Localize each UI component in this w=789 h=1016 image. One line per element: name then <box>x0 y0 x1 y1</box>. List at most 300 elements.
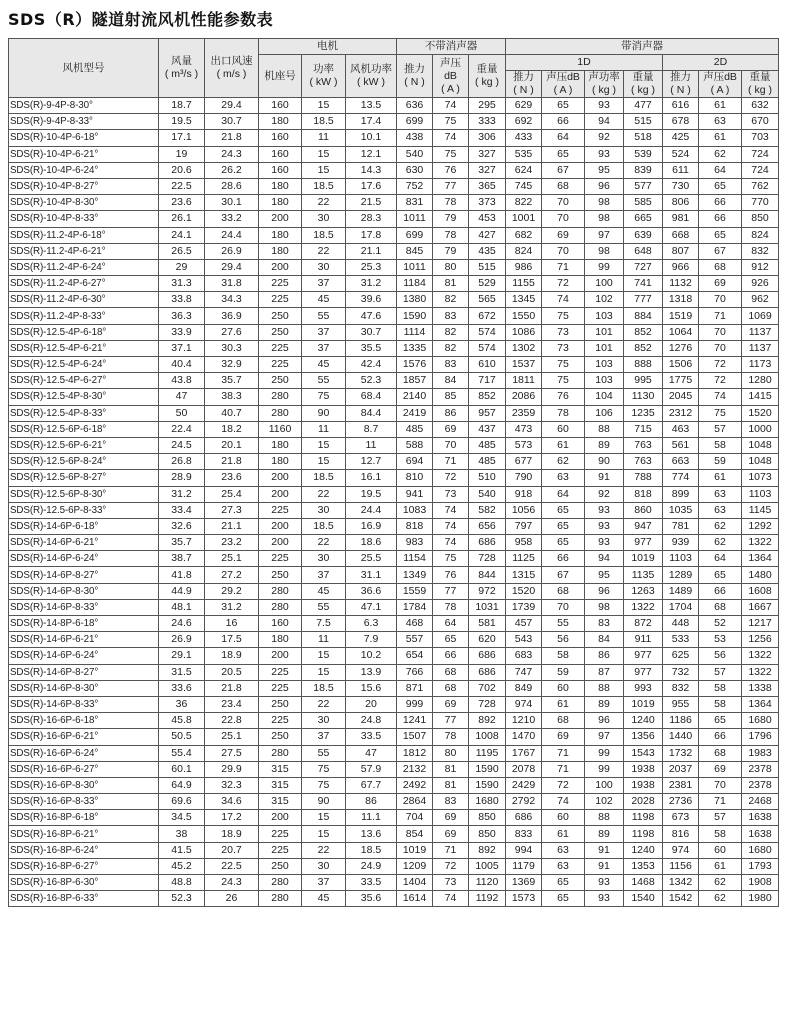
cell-model: SDS(R)-12.5-6P-8-30° <box>9 486 159 502</box>
table-cell: 2429 <box>506 777 542 793</box>
table-cell: 52 <box>699 616 742 632</box>
table-cell: 20.1 <box>205 437 259 453</box>
table-cell: 535 <box>506 146 542 162</box>
table-cell: 941 <box>397 486 433 502</box>
table-cell: 1276 <box>663 340 699 356</box>
table-cell: 61 <box>699 130 742 146</box>
table-cell: 852 <box>624 324 663 340</box>
table-cell: 955 <box>663 696 699 712</box>
table-cell: 75 <box>542 308 585 324</box>
table-cell: 28.9 <box>159 470 205 486</box>
table-cell: 225 <box>259 842 302 858</box>
table-cell: 26.9 <box>159 632 205 648</box>
table-cell: 200 <box>259 470 302 486</box>
table-cell: 65 <box>542 502 585 518</box>
table-cell: 912 <box>742 259 779 275</box>
table-row <box>9 259 779 275</box>
table-cell: 1160 <box>259 421 302 437</box>
col-header-1d-sound-power: 声功率 ( kg ) <box>585 71 624 98</box>
table-cell: 31.2 <box>346 276 397 292</box>
table-cell: 1614 <box>397 891 433 907</box>
table-cell: 68 <box>542 583 585 599</box>
table-cell: 702 <box>469 680 506 696</box>
cell-model: SDS(R)-11.2-4P-6-30° <box>9 292 159 308</box>
table-cell: 74 <box>542 292 585 308</box>
table-cell: 23.6 <box>205 470 259 486</box>
table-cell: 250 <box>259 729 302 745</box>
table-row <box>9 729 779 745</box>
table-cell: 81 <box>433 777 469 793</box>
cell-model: SDS(R)-14-6P-8-27° <box>9 567 159 583</box>
table-cell: 48.1 <box>159 599 205 615</box>
table-cell: 315 <box>259 777 302 793</box>
table-cell: 280 <box>259 891 302 907</box>
table-cell: 624 <box>506 162 542 178</box>
table-cell: 91 <box>585 842 624 858</box>
table-cell: 1184 <box>397 276 433 292</box>
table-cell: 1241 <box>397 713 433 729</box>
table-cell: 1680 <box>469 794 506 810</box>
col-header-2d-weight: 重量 ( kg ) <box>742 71 779 98</box>
table-cell: 58 <box>699 826 742 842</box>
table-cell: 1179 <box>506 858 542 874</box>
table-cell: 74 <box>433 130 469 146</box>
table-cell: 63 <box>699 114 742 130</box>
table-cell: 55 <box>302 373 346 389</box>
table-cell: 92 <box>585 486 624 502</box>
table-cell: 832 <box>742 243 779 259</box>
table-cell: 98 <box>585 243 624 259</box>
table-cell: 686 <box>469 535 506 551</box>
table-cell: 24.1 <box>159 227 205 243</box>
table-row <box>9 875 779 891</box>
table-cell: 19.5 <box>346 486 397 502</box>
table-cell: 995 <box>624 373 663 389</box>
table-cell: 1908 <box>742 875 779 891</box>
table-cell: 1008 <box>469 729 506 745</box>
cell-model: SDS(R)-16-6P-6-21° <box>9 729 159 745</box>
table-cell: 200 <box>259 535 302 551</box>
table-cell: 68 <box>699 599 742 615</box>
table-cell: 1256 <box>742 632 779 648</box>
table-cell: 71 <box>699 794 742 810</box>
table-cell: 958 <box>506 535 542 551</box>
table-row <box>9 567 779 583</box>
table-row <box>9 518 779 534</box>
table-cell: 899 <box>663 486 699 502</box>
table-cell: 225 <box>259 826 302 842</box>
table-cell: 70 <box>542 599 585 615</box>
table-cell: 1064 <box>663 324 699 340</box>
table-cell: 84 <box>433 373 469 389</box>
col-header-2d-thrust: 推力 ( N ) <box>663 71 699 98</box>
table-cell: 947 <box>624 518 663 534</box>
table-cell: 29.9 <box>205 761 259 777</box>
col-header-power: 功率 ( kW ) <box>302 55 346 98</box>
table-cell: 2037 <box>663 761 699 777</box>
table-cell: 68 <box>699 259 742 275</box>
table-cell: 10.2 <box>346 648 397 664</box>
table-cell: 78 <box>542 405 585 421</box>
table-row <box>9 146 779 162</box>
table-cell: 433 <box>506 130 542 146</box>
table-cell: 30 <box>302 259 346 275</box>
table-cell: 70 <box>699 777 742 793</box>
table-cell: 18.5 <box>302 114 346 130</box>
table-cell: 648 <box>624 243 663 259</box>
table-cell: 1489 <box>663 583 699 599</box>
col-header-airflow: 风量 ( m³/s ) <box>159 39 205 98</box>
table-cell: 1000 <box>742 421 779 437</box>
table-cell: 485 <box>469 437 506 453</box>
table-cell: 63 <box>699 502 742 518</box>
table-cell: 225 <box>259 340 302 356</box>
table-row <box>9 178 779 194</box>
table-row <box>9 373 779 389</box>
table-cell: 477 <box>624 98 663 114</box>
table-cell: 98 <box>585 195 624 211</box>
table-cell: 1520 <box>742 405 779 421</box>
table-cell: 327 <box>469 146 506 162</box>
table-cell: 29.4 <box>205 259 259 275</box>
table-cell: 58 <box>699 696 742 712</box>
table-cell: 72 <box>542 276 585 292</box>
table-cell: 250 <box>259 373 302 389</box>
table-cell: 15 <box>302 826 346 842</box>
table-cell: 728 <box>469 551 506 567</box>
table-cell: 824 <box>506 243 542 259</box>
table-cell: 73 <box>542 324 585 340</box>
table-cell: 1209 <box>397 858 433 874</box>
table-cell: 463 <box>663 421 699 437</box>
table-cell: 30.1 <box>205 195 259 211</box>
table-cell: 18.7 <box>159 98 205 114</box>
table-cell: 14.3 <box>346 162 397 178</box>
table-row <box>9 308 779 324</box>
table-cell: 225 <box>259 292 302 308</box>
table-row <box>9 713 779 729</box>
table-cell: 31.5 <box>159 664 205 680</box>
table-cell: 585 <box>624 195 663 211</box>
table-row <box>9 664 779 680</box>
table-cell: 69 <box>433 810 469 826</box>
table-cell: 280 <box>259 405 302 421</box>
table-row <box>9 616 779 632</box>
table-cell: 75 <box>542 357 585 373</box>
table-cell: 45.2 <box>159 858 205 874</box>
table-cell: 1155 <box>506 276 542 292</box>
table-row <box>9 389 779 405</box>
table-cell: 68.4 <box>346 389 397 405</box>
table-row <box>9 211 779 227</box>
table-cell: 30 <box>302 713 346 729</box>
table-cell: 65 <box>699 227 742 243</box>
table-cell: 806 <box>663 195 699 211</box>
table-cell: 1086 <box>506 324 542 340</box>
table-cell: 888 <box>624 357 663 373</box>
table-cell: 69 <box>433 421 469 437</box>
table-cell: 95 <box>585 162 624 178</box>
table-row <box>9 470 779 486</box>
header-row-1 <box>9 39 779 55</box>
table-cell: 673 <box>663 810 699 826</box>
table-cell: 8.7 <box>346 421 397 437</box>
table-cell: 1019 <box>624 696 663 712</box>
table-cell: 625 <box>663 648 699 664</box>
table-cell: 160 <box>259 130 302 146</box>
table-cell: 1048 <box>742 454 779 470</box>
table-cell: 17.6 <box>346 178 397 194</box>
table-cell: 80 <box>433 745 469 761</box>
table-cell: 280 <box>259 599 302 615</box>
table-cell: 250 <box>259 858 302 874</box>
table-cell: 974 <box>663 842 699 858</box>
table-cell: 103 <box>585 357 624 373</box>
table-cell: 88 <box>585 680 624 696</box>
table-cell: 200 <box>259 810 302 826</box>
table-cell: 1667 <box>742 599 779 615</box>
table-cell: 2359 <box>506 405 542 421</box>
table-cell: 100 <box>585 777 624 793</box>
table-cell: 1156 <box>663 858 699 874</box>
table-cell: 1289 <box>663 567 699 583</box>
table-cell: 1590 <box>469 777 506 793</box>
table-cell: 90 <box>585 454 624 470</box>
table-cell: 73 <box>542 340 585 356</box>
table-cell: 67 <box>699 243 742 259</box>
table-cell: 533 <box>663 632 699 648</box>
table-cell: 21.8 <box>205 680 259 696</box>
table-cell: 83 <box>433 794 469 810</box>
table-cell: 822 <box>506 195 542 211</box>
cell-model: SDS(R)-14-6P-6-21° <box>9 632 159 648</box>
table-row <box>9 405 779 421</box>
table-row <box>9 421 779 437</box>
table-row <box>9 162 779 178</box>
table-cell: 1137 <box>742 324 779 340</box>
table-cell: 766 <box>397 664 433 680</box>
table-cell: 20.6 <box>159 162 205 178</box>
table-cell: 639 <box>624 227 663 243</box>
table-cell: 588 <box>397 437 433 453</box>
table-cell: 74 <box>433 891 469 907</box>
table-cell: 21.5 <box>346 195 397 211</box>
table-cell: 1542 <box>663 891 699 907</box>
table-cell: 65 <box>542 875 585 891</box>
cell-model: SDS(R)-14-6P-8-33° <box>9 599 159 615</box>
table-cell: 90 <box>302 405 346 421</box>
table-cell: 55 <box>302 745 346 761</box>
table-cell: 58 <box>699 680 742 696</box>
table-cell: 557 <box>397 632 433 648</box>
table-row <box>9 243 779 259</box>
cell-model: SDS(R)-11.2-4P-6-21° <box>9 243 159 259</box>
table-cell: 103 <box>585 373 624 389</box>
table-cell: 7.5 <box>302 616 346 632</box>
table-cell: 678 <box>663 114 699 130</box>
table-cell: 2492 <box>397 777 433 793</box>
table-cell: 250 <box>259 567 302 583</box>
table-row <box>9 292 779 308</box>
table-cell: 75 <box>302 777 346 793</box>
table-cell: 280 <box>259 583 302 599</box>
table-cell: 65 <box>699 713 742 729</box>
table-cell: 250 <box>259 324 302 340</box>
table-cell: 832 <box>663 680 699 696</box>
table-cell: 892 <box>469 842 506 858</box>
table-cell: 1369 <box>506 875 542 891</box>
table-cell: 573 <box>506 437 542 453</box>
table-cell: 19 <box>159 146 205 162</box>
table-cell: 630 <box>397 162 433 178</box>
table-cell: 24.6 <box>159 616 205 632</box>
table-cell: 22 <box>302 535 346 551</box>
table-cell: 1132 <box>663 276 699 292</box>
table-cell: 1440 <box>663 729 699 745</box>
cell-model: SDS(R)-12.5-4P-6-24° <box>9 357 159 373</box>
table-cell: 730 <box>663 178 699 194</box>
table-cell: 39.6 <box>346 292 397 308</box>
table-cell: 60.1 <box>159 761 205 777</box>
table-cell: 574 <box>469 340 506 356</box>
table-cell: 1404 <box>397 875 433 891</box>
table-cell: 61 <box>699 858 742 874</box>
table-cell: 1192 <box>469 891 506 907</box>
table-cell: 63 <box>542 470 585 486</box>
table-cell: 616 <box>663 98 699 114</box>
table-cell: 59 <box>542 664 585 680</box>
table-cell: 180 <box>259 454 302 470</box>
group-header-motor: 电机 <box>259 39 397 55</box>
table-cell: 747 <box>506 664 542 680</box>
table-cell: 1322 <box>742 648 779 664</box>
table-row <box>9 842 779 858</box>
table-cell: 1217 <box>742 616 779 632</box>
table-cell: 30 <box>302 502 346 518</box>
table-cell: 52.3 <box>159 891 205 907</box>
table-cell: 79 <box>433 211 469 227</box>
col-header-fan-power: 风机功率 ( kW ) <box>346 55 397 98</box>
table-cell: 1576 <box>397 357 433 373</box>
table-cell: 66 <box>699 211 742 227</box>
table-cell: 60 <box>699 842 742 858</box>
table-cell: 33.4 <box>159 502 205 518</box>
table-cell: 1240 <box>624 713 663 729</box>
table-cell: 47 <box>159 389 205 405</box>
table-cell: 71 <box>433 454 469 470</box>
table-row <box>9 583 779 599</box>
cell-model: SDS(R)-11.2-4P-6-18° <box>9 227 159 243</box>
group-header-2d: 2D <box>663 55 779 71</box>
table-cell: 35.7 <box>159 535 205 551</box>
table-cell: 15 <box>302 664 346 680</box>
table-row <box>9 777 779 793</box>
table-cell: 1125 <box>506 551 542 567</box>
table-cell: 30 <box>302 211 346 227</box>
table-cell: 94 <box>585 114 624 130</box>
table-cell: 1315 <box>506 567 542 583</box>
table-cell: 1186 <box>663 713 699 729</box>
table-cell: 2381 <box>663 777 699 793</box>
table-cell: 66 <box>542 551 585 567</box>
table-cell: 1083 <box>397 502 433 518</box>
table-cell: 61 <box>542 826 585 842</box>
table-cell: 29 <box>159 259 205 275</box>
table-cell: 18.5 <box>346 842 397 858</box>
table-cell: 95 <box>585 567 624 583</box>
table-cell: 1235 <box>624 405 663 421</box>
table-cell: 1120 <box>469 875 506 891</box>
table-row <box>9 696 779 712</box>
table-cell: 704 <box>397 810 433 826</box>
table-cell: 972 <box>469 583 506 599</box>
table-cell: 510 <box>469 470 506 486</box>
table-cell: 16.9 <box>346 518 397 534</box>
table-cell: 97 <box>585 729 624 745</box>
table-cell: 66 <box>542 114 585 130</box>
table-cell: 56 <box>542 632 585 648</box>
table-cell: 611 <box>663 162 699 178</box>
table-cell: 15 <box>302 146 346 162</box>
table-cell: 13.9 <box>346 664 397 680</box>
table-row <box>9 810 779 826</box>
table-cell: 22.5 <box>205 858 259 874</box>
table-cell: 74 <box>542 794 585 810</box>
table-cell: 225 <box>259 551 302 567</box>
table-cell: 373 <box>469 195 506 211</box>
table-cell: 1767 <box>506 745 542 761</box>
table-cell: 539 <box>624 146 663 162</box>
table-cell: 699 <box>397 114 433 130</box>
table-cell: 80 <box>433 259 469 275</box>
cell-model: SDS(R)-12.5-4P-8-30° <box>9 389 159 405</box>
table-cell: 34.6 <box>205 794 259 810</box>
table-cell: 1005 <box>469 858 506 874</box>
table-row <box>9 454 779 470</box>
table-cell: 515 <box>469 259 506 275</box>
table-cell: 1796 <box>742 729 779 745</box>
table-cell: 85 <box>433 389 469 405</box>
table-cell: 22.5 <box>159 178 205 194</box>
table-cell: 18.5 <box>302 227 346 243</box>
table-cell: 1519 <box>663 308 699 324</box>
table-cell: 77 <box>433 713 469 729</box>
table-cell: 19.5 <box>159 114 205 130</box>
table-cell: 30 <box>302 858 346 874</box>
table-cell: 71 <box>433 842 469 858</box>
table-cell: 91 <box>585 470 624 486</box>
table-cell: 74 <box>433 535 469 551</box>
table-cell: 200 <box>259 518 302 534</box>
col-header-outlet-speed: 出口风速 ( m/s ) <box>205 39 259 98</box>
table-cell: 1739 <box>506 599 542 615</box>
table-cell: 70 <box>542 243 585 259</box>
table-cell: 762 <box>742 178 779 194</box>
table-cell: 22.8 <box>205 713 259 729</box>
cell-model: SDS(R)-9-4P-8-33° <box>9 114 159 130</box>
table-cell: 67 <box>542 567 585 583</box>
table-cell: 26.2 <box>205 162 259 178</box>
col-header-thrust: 推力 ( N ) <box>397 55 433 98</box>
table-cell: 11 <box>346 437 397 453</box>
table-cell: 38.3 <box>205 389 259 405</box>
table-cell: 66 <box>433 648 469 664</box>
table-cell: 57.9 <box>346 761 397 777</box>
table-cell: 20 <box>346 696 397 712</box>
table-cell: 1031 <box>469 599 506 615</box>
table-cell: 33.2 <box>205 211 259 227</box>
table-cell: 22 <box>302 842 346 858</box>
